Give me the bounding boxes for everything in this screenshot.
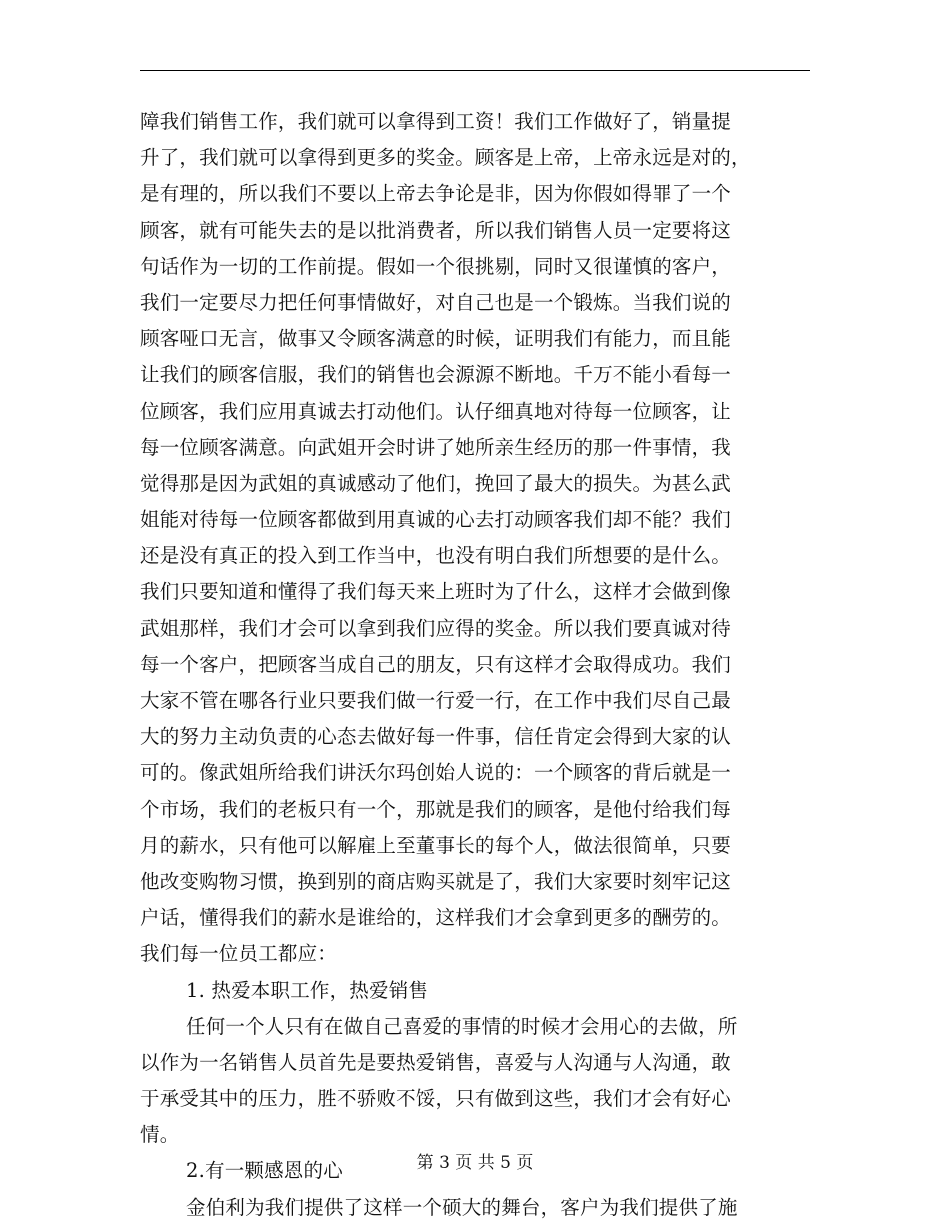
text-line: 顾客哑口无言，做事又令顾客满意的时候，证明我们有能力，而且能	[140, 327, 732, 351]
text-line: 每一位顾客满意。向武姐开会时讲了她所亲生经历的那一件事情，我	[140, 435, 732, 459]
text-line: 个市场，我们的老板只有一个，那就是我们的顾客，是他付给我们每	[140, 797, 732, 821]
text-line: 我们只要知道和懂得了我们每天来上班时为了什么，这样才会做到像	[140, 580, 732, 604]
text-line: 姐能对待每一位顾客都做到用真诚的心去打动顾客我们却不能？我们	[140, 508, 732, 532]
text-line: 大家不管在哪各行业只要我们做一行爱一行，在工作中我们尽自己最	[140, 689, 732, 712]
text-line: 每一个客户，把顾客当成自己的朋友，只有这样才会取得成功。我们	[140, 652, 732, 676]
page-number: 第 3 页 共 5 页	[416, 1153, 534, 1173]
text-line: 顾客，就有可能失去的是以批消费者，所以我们销售人员一定要将这	[140, 218, 732, 242]
text-line: 户话，懂得我们的薪水是谁给的，这样我们才会拿到更多的酬劳的。	[140, 906, 732, 930]
text-line: 觉得那是因为武姐的真诚感动了他们，挽回了最大的损失。为甚么武	[140, 471, 732, 495]
text-line: 以作为一名销售人员首先是要热爱销售，喜爱与人沟通与人沟通，敢	[140, 1050, 732, 1074]
text-line: 我们一定要尽力把任何事情做好，对自己也是一个锻炼。当我们说的	[140, 290, 732, 314]
text-line: 武姐那样，我们才会可以拿到我们应得的奖金。所以我们要真诚对待	[140, 616, 732, 640]
text-line: 是有理的，所以我们不要以上帝去争论是非，因为你假如得罪了一个	[140, 182, 732, 206]
section-heading: 2.有一颗感恩的心	[186, 1159, 343, 1183]
text-line: 让我们的顾客信服，我们的销售也会源源不断地。千万不能小看每一	[140, 363, 732, 387]
text-line: 还是没有真正的投入到工作当中，也没有明白我们所想要的是什么。	[140, 544, 732, 568]
text-line: 任何一个人只有在做自己喜爱的事情的时候才会用心的去做，所	[186, 1014, 738, 1038]
text-line: 可的。像武姐所给我们讲沃尔玛创始人说的：一个顾客的背后就是一	[140, 761, 732, 785]
text-line: 情。	[140, 1123, 180, 1147]
text-line: 他改变购物习惯，换到别的商店购买就是了，我们大家要时刻牢记这	[140, 869, 732, 893]
text-line: 于承受其中的压力，胜不骄败不馁，只有做到这些，我们才会有好心	[140, 1087, 732, 1111]
text-line: 障我们销售工作，我们就可以拿得到工资！我们工作做好了，销量提	[140, 110, 732, 133]
text-line: 升了，我们就可以拿得到更多的奖金。顾客是上帝，上帝永远是对的，	[140, 146, 751, 170]
text-line: 我们每一位员工都应：	[140, 942, 338, 966]
text-line: 月的薪水，只有他可以解雇上至董事长的每个人，做法很简单，只要	[140, 833, 732, 857]
document-body	[140, 104, 810, 1226]
page-footer	[0, 1151, 950, 1175]
text-line: 大的努力主动负责的心态去做好每一件事，信任肯定会得到大家的认	[140, 725, 732, 749]
header-rule	[140, 70, 810, 71]
section-heading: 1. 热爱本职工作，热爱销售	[186, 978, 429, 1002]
text-line: 金伯利为我们提供了这样一个硕大的舞台，客户为我们提供了施	[186, 1195, 738, 1219]
text-line: 句话作为一切的工作前提。假如一个很挑剔，同时又很谨慎的客户，	[140, 254, 732, 278]
text-line: 位顾客，我们应用真诚去打动他们。认仔细真地对待每一位顾客，让	[140, 399, 732, 423]
